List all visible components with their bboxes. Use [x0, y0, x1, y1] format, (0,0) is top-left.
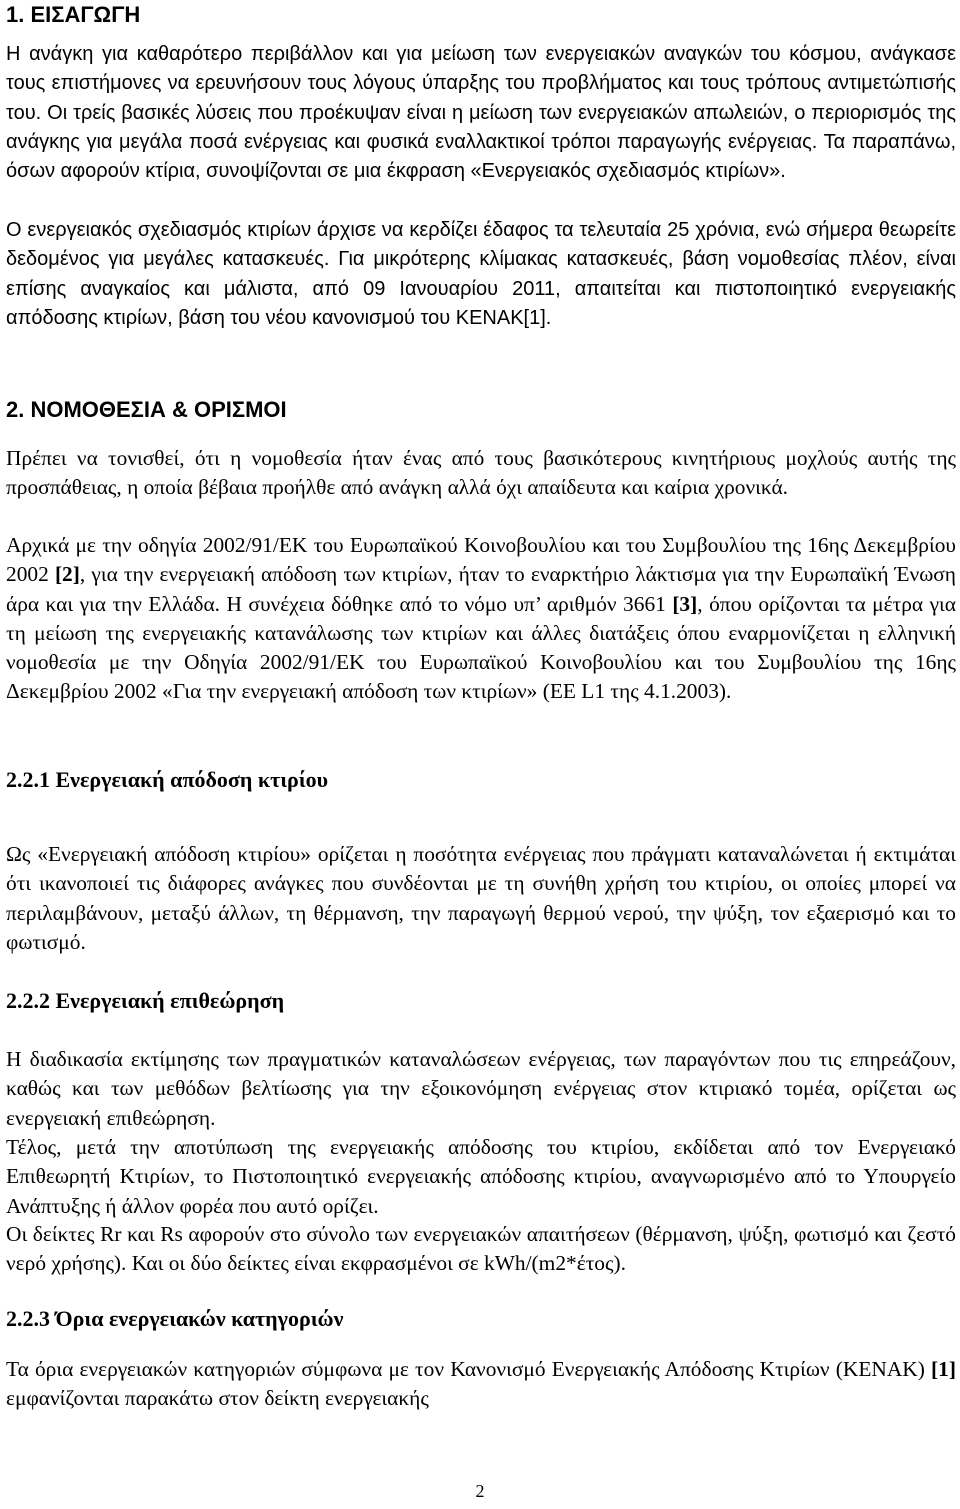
subsection-heading-energy-category-limits: 2.2.3 Όρια ενεργειακών κατηγοριών [6, 1306, 344, 1331]
citation-ref-2: [2] [54, 562, 80, 587]
citation-ref-3: [3] [672, 591, 698, 616]
page-number: 2 [475, 1481, 485, 1501]
section-heading-introduction: 1. ΕΙΣΑΓΩΓΗ [6, 2, 141, 27]
legislation-text-a: Αρχικά με την οδηγία 2002/91/ΕΚ του Ευρωπαϊκού Κοινοβουλίου και του Συμβουλίου της 16ης Δεκεμβρίου 2002 [6, 533, 956, 587]
subsection-heading-energy-inspection: 2.2.2 Ενεργειακή επιθεώρηση [6, 988, 285, 1013]
energy-inspection-paragraph-2: Τέλος, μετά την αποτύπωση της ενεργειακής απόδοσης του κτιρίου, εκδίδεται από τον Ενεργειακό Επιθεωρητή Κτιρίων, το Πιστοποιητικό ενεργειακής απόδοσης κτιρίου, αναγνωρισμένο από το Υπουργείο Ανάπτυξης ή άλλον φορέα που αυτό ορίζει. [6, 1135, 956, 1218]
legislation-paragraph-1: Πρέπει να τονισθεί, ότι η νομοθεσία ήταν ένας από τους βασικότερους κινητήριους μοχλούς αυτής της προσπάθειας, η οποία βέβαια προήλθε από ανάγκη αλλά όχι απαίδευτα και καίρια χρονικά. [6, 446, 956, 500]
citation-ref-1: [1] [931, 1357, 956, 1381]
energy-performance-paragraph: Ως «Ενεργειακή απόδοση κτιρίου» ορίζεται η ποσότητα ενέργειας που πράγματι καταναλώνεται ή εκτιμάται ότι ικανοποιεί τις διάφορες ανάγκες που συνδέονται με τη συνήθη χρήση του κτιρίου, οι οποίες μπορεί να περιλαμβάνουν, μεταξύ άλλων, τη θέρμανση, την παραγωγή θερμού νερού, την ψύξη, τον εξαερισμό και το φωτισμό. [6, 842, 956, 954]
subsection-heading-energy-performance: 2.2.1 Ενεργειακή απόδοση κτιρίου [6, 767, 329, 792]
intro-paragraph-2: Ο ενεργειακός σχεδιασμός κτιρίων άρχισε να κερδίζει έδαφος τα τελευταία 25 χρόνια, ενώ σήμερα θεωρείτε δεδομένος για μεγάλες κατασκευές. Για μικρότερης κλίμακας κατασκευές, βάση νομοθεσίας πλέον, είναι επίσης αναγκαίος και μάλιστα, από 09 Ιανουαρίου 2011, απαιτείται και πιστοποιητικό ενεργειακής απόδοσης κτιρίων, βάση του νέου κανονισμού του ΚΕΝΑΚ[1]. [6, 219, 956, 329]
legislation-text-b: , για την ενεργειακή απόδοση των κτιρίων, ήταν το εναρκτήριο λάκτισμα για την Ευρωπαϊκή Ένωση άρα και για την Ελλάδα. Η συνέχεια δόθηκε από το νόμο υπ’ αριθμόν 3661 [6, 562, 956, 616]
section-heading-legislation: 2. ΝΟΜΟΘΕΣΙΑ & ΟΡΙΣΜΟΙ [6, 397, 287, 422]
legislation-paragraph-2 [6, 531, 956, 707]
energy-inspection-paragraph-1: Η διαδικασία εκτίμησης των πραγματικών καταναλώσεων ενέργειας, των παραγόντων που τις επηρεάζουν, καθώς και των μεθόδων βελτίωσης για την εξοικονόμηση ενέργειας στον κτιριακό τομέα, ορίζεται ως ενεργειακή επιθεώρηση. [6, 1047, 956, 1130]
intro-paragraph-1: Η ανάγκη για καθαρότερο περιβάλλον και για μείωση των ενεργειακών αναγκών του κόσμου, ανάγκασε τους επιστήμονες να ερευνήσουν τους λόγους ύπαρξης του προβλήματος και τους τρόπους αντιμετώπισής του. Οι τρείς βασικές λύσεις που προέκυψαν είναι η μείωση των ενεργειακών απωλειών, ο περιορισμός της ανάγκης για μεγάλα ποσά ενέργειας και φυσικά εναλλακτικοί τρόποι παραγωγής ενέργειας. Τα παραπάνω, όσων αφορούν κτίρια, συνοψίζονται σε μια έκφραση «Ενεργειακός σχεδιασμός κτιρίων». [6, 43, 956, 183]
limits-text-a: Τα όρια ενεργειακών κατηγοριών σύμφωνα με τον Κανονισμό Ενεργειακής Απόδοσης Κτιρίων (ΚΕΝΑΚ) [6, 1357, 932, 1381]
energy-category-limits-paragraph [6, 1355, 956, 1414]
limits-text-b: εμφανίζονται παρακάτω στον δείκτη ενεργειακής [6, 1386, 429, 1411]
energy-inspection-paragraph-3: Οι δείκτες Rr και Rs αφορούν στο σύνολο των ενεργειακών απαιτήσεων (θέρμανση, ψύξη, φωτισμό και ζεστό νερό χρήσης). Και οι δύο δείκτες είναι εκφρασμένοι σε kWh/(m2*έτος). [6, 1222, 956, 1276]
legislation-text-c: , όπου ορίζονται τα μέτρα για τη μείωση της ενεργειακής κατανάλωσης των κτιρίων και άλλες διατάξεις όπου εναρμονίζεται η ελληνική νομοθεσία με την Οδηγία 2002/91/ΕΚ του Ευρωπαϊκού Κοινοβουλίου και του Συμβουλίου της 16ης Δεκεμβρίου 2002 «Για την ενεργειακή απόδοση των κτιρίων» (ΕΕ L1 της 4.1.2003). [6, 591, 956, 704]
